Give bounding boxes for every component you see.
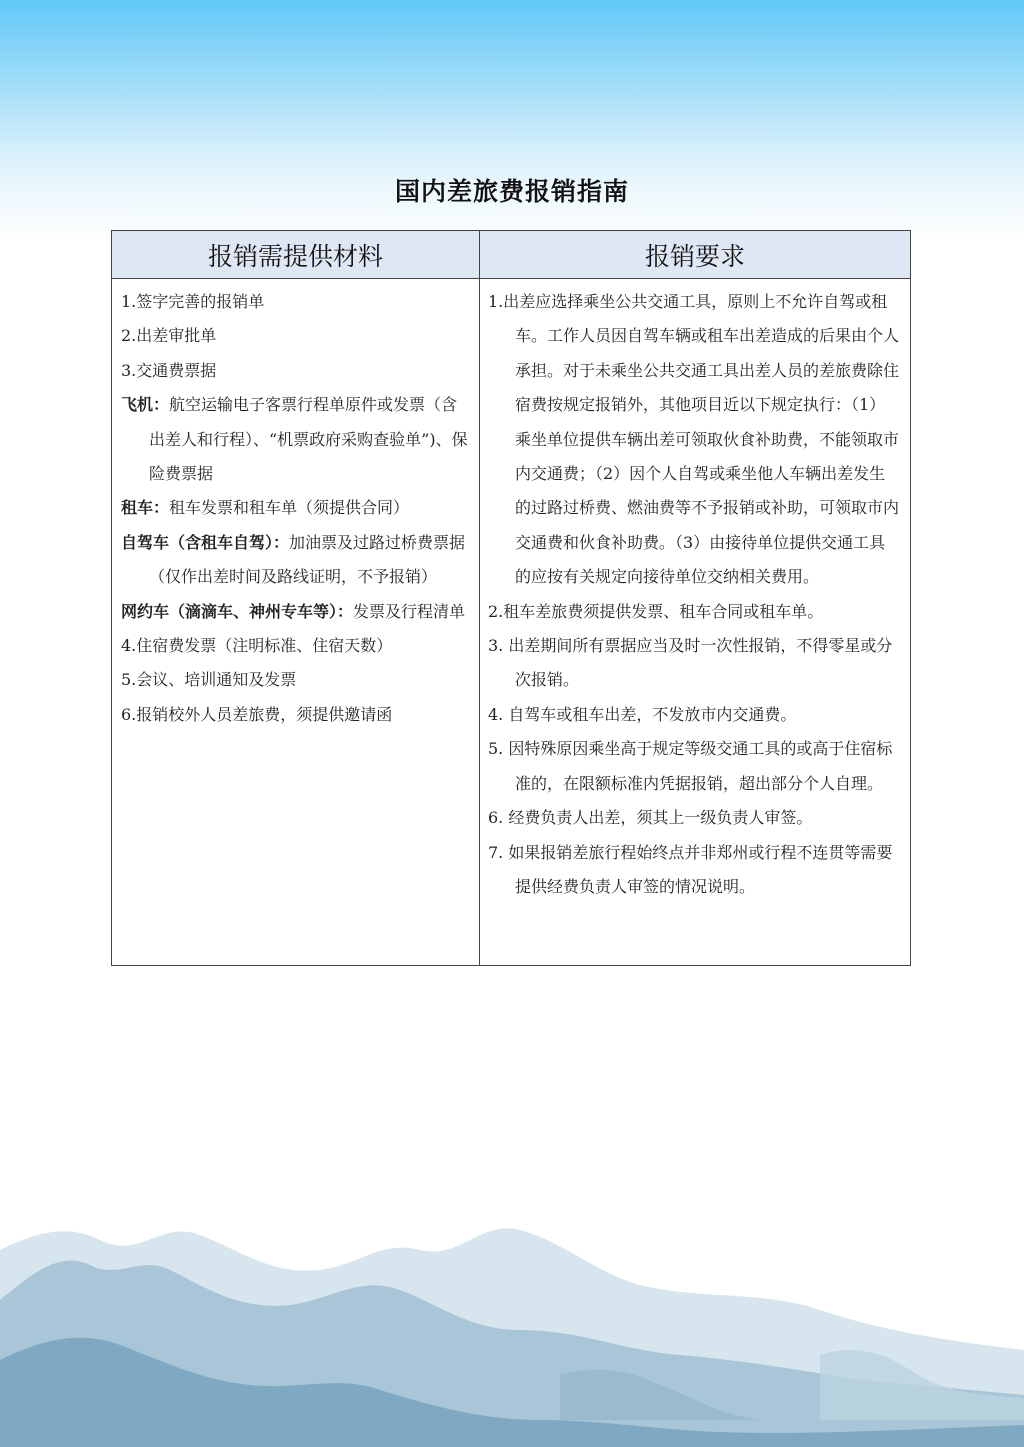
requirement-item: 6. 经费负责人出差，须其上一级负责人审签。 [488,808,813,828]
material-item-text: 加油票及过路过桥费票据（仅作出差时间及路线证明，不予报销） [149,532,466,587]
material-item [121,629,471,663]
material-item [121,595,471,629]
materials-header: 报销需提供材料 [112,231,479,279]
requirement-item: 3. 出差期间所有票据应当及时一次性报销，不得零星或分次报销。 [488,636,893,690]
material-item [121,319,471,353]
material-item-text: 1.签字完善的报销单 [121,292,265,311]
material-item [121,491,471,525]
requirement-item: 4. 自驾车或租车出差，不发放市内交通费。 [488,704,797,724]
material-item [121,388,471,491]
material-item-text: 航空运输电子客票行程单原件或发票（含出差人和行程）、“机票政府采购查验单”)、保险费票据 [149,395,468,484]
requirements-column [480,231,910,965]
material-item-label: 网约车（滴滴车、神州专车等）： [121,601,354,621]
materials-list [112,279,479,732]
requirement-item: 2.租车差旅费须提供发票、租车合同或租车单。 [488,601,824,621]
requirement-item: 7. 如果报销差旅行程始终点并非郑州或行程不连贯等需要提供经费负责人审签的情况说明。 [488,842,893,896]
material-item [121,354,471,388]
material-item-text: 6.报销校外人员差旅费，须提供邀请函 [121,704,393,724]
requirement-item: 1.出差应选择乘坐公共交通工具，原则上不允许自驾或租车。工作人员因自驾车辆或租车出差造成的后果由个人承担。对于未乘坐公共交通工具出差人员的差旅费除住宿费按规定报销外，其他项目近以下规定执行：（1）乘坐单位提供车辆出差可领取伙食补助费，不能领取市内交通费；（2）因个人自驾或乘坐他人车辆出差发生的过路过桥费、燃油费等不予报销或补助，可领取市内交通费和伙食补助费。（3）由接待单位提供交通工具的应按有关规定向接待单位交纳相关费用。 [488,292,900,587]
requirement-item: 5. 因特殊原因乘坐高于规定等级交通工具的或高于住宿标准的，在限额标准内凭据报销，超出部分个人自理。 [488,739,893,793]
mountain-landscape-illustration [0,1180,1024,1447]
reimbursement-table [111,230,911,966]
material-item-text: 5.会议、培训通知及发票 [121,670,297,690]
material-item [121,285,471,319]
material-item [121,526,471,595]
material-item [121,663,471,697]
requirements-header: 报销要求 [480,231,910,279]
material-item-label: 飞机： [121,395,170,415]
requirements-list [480,279,910,904]
materials-column [112,231,480,965]
material-item-text: 4.住宿费发票（注明标准、住宿天数） [121,636,393,656]
page-title: 国内差旅费报销指南 [394,177,629,206]
material-item-text: 发票及行程清单 [353,601,466,621]
material-item-label: 租车： [121,498,170,518]
material-item [121,698,471,732]
material-item-text: 2.出差审批单 [121,326,217,346]
material-item-text: 3.交通费票据 [121,360,217,380]
material-item-label: 自驾车（含租车自驾）： [121,532,290,552]
material-item-text: 租车发票和租车单（须提供合同） [169,498,410,518]
